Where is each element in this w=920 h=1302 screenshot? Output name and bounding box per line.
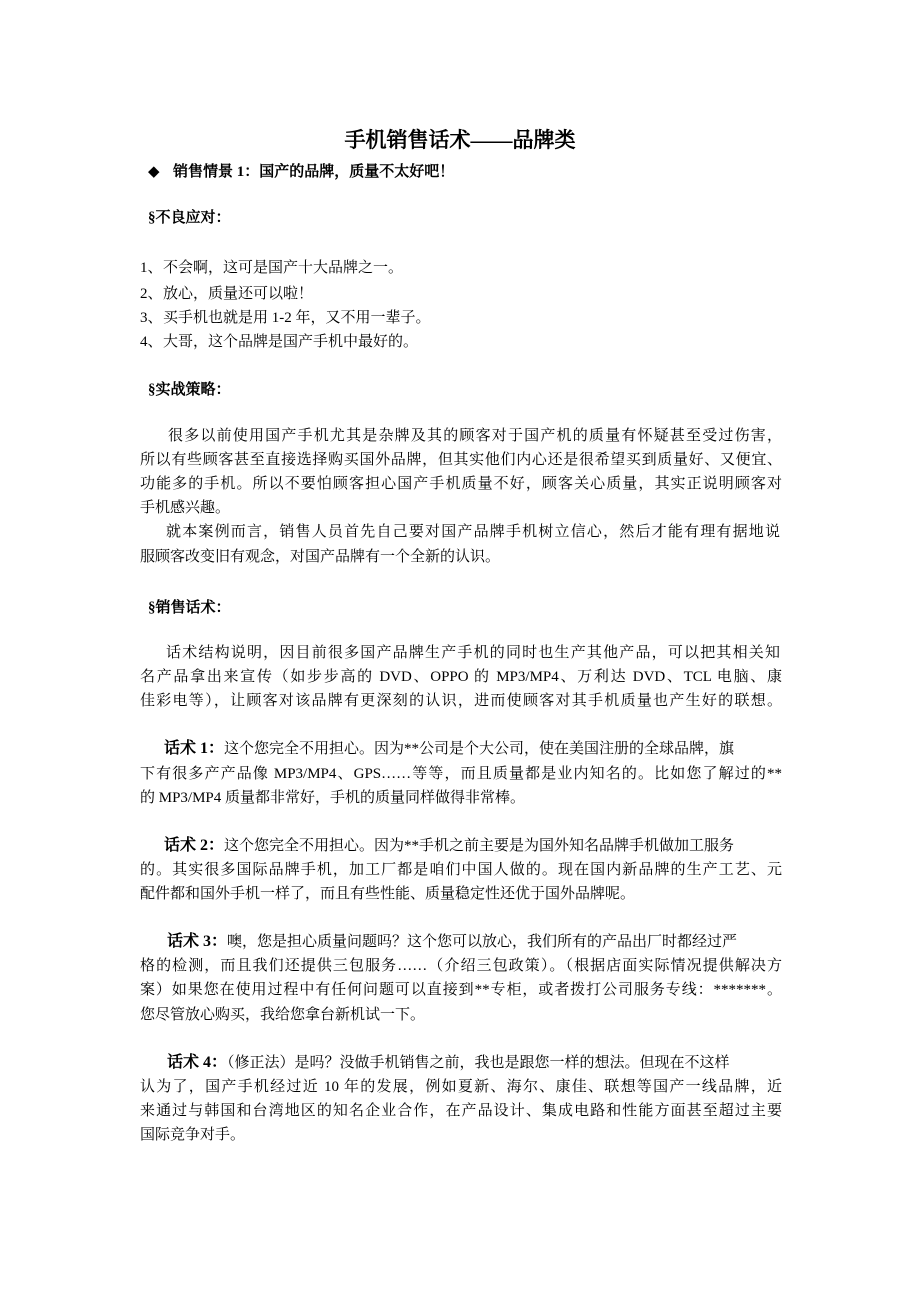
paragraph-line: 服顾客改变旧有观念，对国产品牌有一个全新的认识。 <box>140 549 501 565</box>
list-number: 3、 <box>140 310 163 326</box>
list-item: 不会啊，这可是国产十大品牌之一。 <box>163 260 404 276</box>
script-3-first-line <box>167 932 737 952</box>
paragraph-line: 国际竞争对手。 <box>140 1127 246 1143</box>
script-2-first-line <box>164 836 734 856</box>
paragraph-line: 这个您完全不用担心。因为**公司是个大公司，使在美国注册的全球品牌，旗 <box>224 741 735 757</box>
list-number: 2、 <box>140 286 163 302</box>
paragraph-line: 噢，您是担心质量问题吗？这个您可以放心，我们所有的产品出厂时都经过严 <box>227 934 738 950</box>
list-item: 大哥，这个品牌是国产手机中最好的。 <box>163 334 419 350</box>
paragraph-line: 来通过与韩国和台湾地区的知名企业合作，在产品设计、集成电路和性能方面甚至超过主要 <box>140 1103 782 1119</box>
paragraph-line: 的 MP3/MP4 质量都非常好，手机的质量同样做得非常棒。 <box>140 790 526 806</box>
paragraph-line: 格的检测，而且我们还提供三包服务……（介绍三包政策）。（根据店面实际情况提供解决方 <box>140 958 782 974</box>
paragraph-line: 手机感兴趣。 <box>140 500 231 516</box>
script-label: 话术 4： <box>167 1054 228 1071</box>
paragraph-line: 您尽管放心购买，我给您拿台新机试一下。 <box>140 1007 426 1023</box>
paragraph-line: 所以有些顾客甚至直接选择购买国外品牌，但其实他们内心还是很希望买到质量好、又便宜、 <box>140 452 782 468</box>
list-number: 4、 <box>140 334 163 350</box>
paragraph-line: 功能多的手机。所以不要怕顾客担心国产手机质量不好，顾客关心质量，其实正说明顾客对 <box>140 476 782 492</box>
paragraph-line: 这个您完全不用担心。因为**手机之前主要是为国外知名品牌手机做加工服务 <box>224 838 735 854</box>
paragraph-line: 下有很多产产品像 MP3/MP4、GPS……等等，而且质量都是业内知名的。比如您了解过的** <box>140 766 782 782</box>
list-item: 放心，质量还可以啦！ <box>163 286 314 302</box>
paragraph-line: 就本案例而言，销售人员首先自己要对国产品牌手机树立信心，然后才能有理有据地说 <box>166 524 780 540</box>
script-label: 话术 2： <box>164 837 225 854</box>
scenario-heading: 销售情景 1：国产的品牌，质量不太好吧！ <box>173 164 455 180</box>
section-heading-strategy: §实战策略： <box>148 382 231 398</box>
paragraph-line: 认为了，国产手机经过近 10 年的发展，例如夏新、海尔、康佳、联想等国产一线品牌，近 <box>140 1079 782 1095</box>
paragraph-line: 配件都和国外手机一样了，而且有些性能、质量稳定性还优于国外品牌呢。 <box>140 886 636 902</box>
paragraph-line: 名产品拿出来宣传（如步步高的 DVD、OPPO 的 MP3/MP4、万利达 DVD、TCL 电脑、康 <box>140 669 782 685</box>
list-number: 1、 <box>140 260 163 276</box>
section-heading-bad-response: §不良应对： <box>148 210 231 226</box>
bullet-icon: ◆ <box>148 164 160 180</box>
paragraph-line: 的。其实很多国际品牌手机，加工厂都是咱们中国人做的。现在国内新品牌的生产工艺、元 <box>140 862 782 878</box>
paragraph-line: （修正法）是吗？没做手机销售之前，我也是跟您一样的想法。但现在不这样 <box>227 1055 730 1071</box>
script-label: 话术 1： <box>164 740 225 757</box>
paragraph-line: 案）如果您在使用过程中有任何问题可以直接到**专柜，或者拨打公司服务专线：*******。 <box>140 982 782 998</box>
section-heading-sales-talk: §销售话术： <box>148 600 231 616</box>
paragraph-line: 佳彩电等），让顾客对该品牌有更深刻的认识，进而使顾客对其手机质量也产生好的联想。 <box>140 693 782 709</box>
script-4-first-line <box>167 1053 730 1073</box>
page-title: 手机销售话术——品牌类 <box>344 128 576 152</box>
list-item: 买手机也就是用 1-2 年，又不用一辈子。 <box>163 310 431 326</box>
script-label: 话术 3： <box>167 933 228 950</box>
paragraph-line: 话术结构说明，因目前很多国产品牌生产手机的同时也生产其他产品，可以把其相关知 <box>166 645 780 661</box>
paragraph-line: 很多以前使用国产手机尤其是杂牌及其的顾客对于国产机的质量有怀疑甚至受过伤害， <box>168 428 782 444</box>
script-1-first-line <box>164 739 734 759</box>
